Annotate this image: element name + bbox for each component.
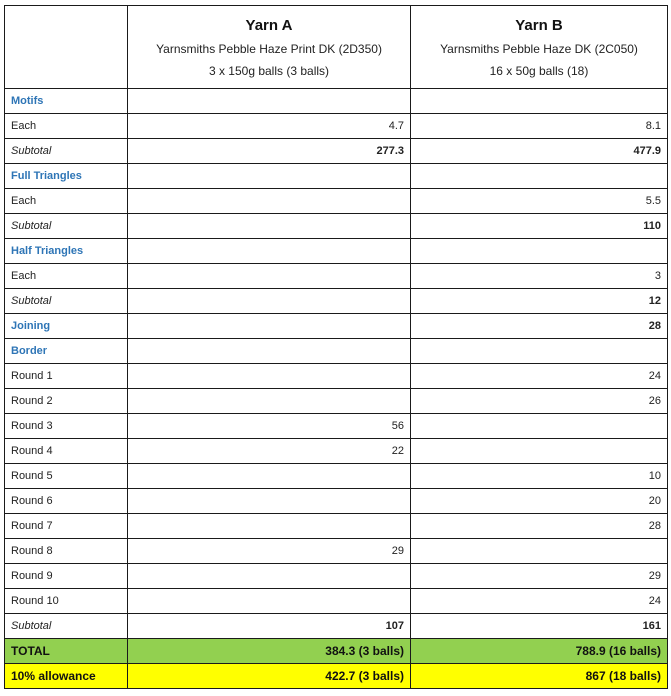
yarn-a-description: Yarnsmiths Pebble Haze Print DK (2D350): [156, 41, 382, 56]
yarn-a-value: [128, 214, 411, 239]
yarn-a-value: 107: [128, 614, 411, 639]
yarn-a-value: 29: [128, 539, 411, 564]
table-row-item: [5, 114, 668, 139]
yarn-a-value: [128, 339, 411, 364]
yarn-a-value: [128, 164, 411, 189]
table-row-item: [5, 464, 668, 489]
yarn-a-value: [128, 489, 411, 514]
table-row-item: [5, 364, 668, 389]
yarn-a-title: Yarn A: [245, 16, 293, 34]
row-label: Round 10: [5, 589, 128, 614]
yarn-b-value: 24: [411, 589, 668, 614]
table-row-item: [5, 589, 668, 614]
header-row: [5, 6, 668, 89]
row-label: Round 2: [5, 389, 128, 414]
header-empty-cell: [5, 6, 128, 89]
table-row-item: [5, 414, 668, 439]
table-row-item: [5, 514, 668, 539]
yarn-a-value: [128, 89, 411, 114]
row-label: Round 4: [5, 439, 128, 464]
yarn-b-value: 788.9 (16 balls): [411, 639, 668, 664]
yarn-a-value: [128, 264, 411, 289]
row-label: TOTAL: [5, 639, 128, 664]
row-label: Subtotal: [5, 214, 128, 239]
yarn-b-value: 26: [411, 389, 668, 414]
row-label: Round 8: [5, 539, 128, 564]
table-row-subtotal: [5, 139, 668, 164]
row-label: Joining: [5, 314, 128, 339]
yarn-a-value: 4.7: [128, 114, 411, 139]
row-label: Each: [5, 114, 128, 139]
table-body: [5, 89, 668, 689]
yarn-b-value: 5.5: [411, 189, 668, 214]
yarn-a-value: [128, 464, 411, 489]
yarn-b-description: Yarnsmiths Pebble Haze DK (2C050): [440, 41, 638, 56]
table-row-subtotal: [5, 214, 668, 239]
yarn-b-value: [411, 339, 668, 364]
yarn-a-value: 384.3 (3 balls): [128, 639, 411, 664]
yarn-b-value: [411, 414, 668, 439]
table-row-section-value: [5, 314, 668, 339]
yarn-b-value: 20: [411, 489, 668, 514]
yarn-b-value: [411, 164, 668, 189]
table-row-item: [5, 489, 668, 514]
row-label: Round 7: [5, 514, 128, 539]
yarn-a-value: 422.7 (3 balls): [128, 664, 411, 689]
yarn-b-title: Yarn B: [515, 16, 563, 34]
yarn-b-value: 28: [411, 314, 668, 339]
table-row-section: [5, 164, 668, 189]
yarn-b-value: 10: [411, 464, 668, 489]
table-row-item: [5, 539, 668, 564]
row-label: Each: [5, 264, 128, 289]
yarn-a-value: [128, 564, 411, 589]
yarn-b-value: [411, 439, 668, 464]
table-row-subtotal: [5, 289, 668, 314]
table-row-section: [5, 339, 668, 364]
table-row-item: [5, 439, 668, 464]
yarn-b-value: 3: [411, 264, 668, 289]
row-label: Border: [5, 339, 128, 364]
yarn-b-value: [411, 89, 668, 114]
yarn-a-value: 56: [128, 414, 411, 439]
row-label: Round 3: [5, 414, 128, 439]
row-label: Round 6: [5, 489, 128, 514]
yarn-b-balls: 16 x 50g balls (18): [489, 63, 589, 78]
row-label: Each: [5, 189, 128, 214]
yarn-b-value: 477.9: [411, 139, 668, 164]
row-label: Round 5: [5, 464, 128, 489]
table-row-total: [5, 639, 668, 664]
table-row-item: [5, 264, 668, 289]
table-row-section: [5, 89, 668, 114]
yarn-a-value: [128, 239, 411, 264]
yarn-a-value: [128, 589, 411, 614]
row-label: Round 9: [5, 564, 128, 589]
yarn-b-value: 24: [411, 364, 668, 389]
yarn-b-value: 12: [411, 289, 668, 314]
table-row-subtotal: [5, 614, 668, 639]
yarn-a-value: [128, 289, 411, 314]
yarn-b-header: [411, 6, 668, 89]
table-row-item: [5, 564, 668, 589]
yarn-a-value: 277.3: [128, 139, 411, 164]
yarn-b-value: [411, 239, 668, 264]
yarn-a-header: [128, 6, 411, 89]
row-label: Subtotal: [5, 289, 128, 314]
yarn-a-value: [128, 514, 411, 539]
row-label: Half Triangles: [5, 239, 128, 264]
row-label: Subtotal: [5, 614, 128, 639]
yarn-b-value: 161: [411, 614, 668, 639]
row-label: Subtotal: [5, 139, 128, 164]
yarn-b-value: 110: [411, 214, 668, 239]
yarn-b-value: 28: [411, 514, 668, 539]
yarn-b-value: 867 (18 balls): [411, 664, 668, 689]
row-label: Motifs: [5, 89, 128, 114]
yarn-a-value: 22: [128, 439, 411, 464]
yarn-b-value: 8.1: [411, 114, 668, 139]
row-label: Full Triangles: [5, 164, 128, 189]
yarn-a-balls: 3 x 150g balls (3 balls): [208, 63, 330, 78]
yarn-a-value: [128, 389, 411, 414]
table-row-section: [5, 239, 668, 264]
row-label: 10% allowance: [5, 664, 128, 689]
yarn-b-value: [411, 539, 668, 564]
yarn-a-value: [128, 364, 411, 389]
table-row-item: [5, 189, 668, 214]
yarn-a-value: [128, 189, 411, 214]
yarn-requirements-table: [4, 5, 668, 689]
yarn-b-value: 29: [411, 564, 668, 589]
table-row-item: [5, 389, 668, 414]
yarn-a-value: [128, 314, 411, 339]
row-label: Round 1: [5, 364, 128, 389]
table-row-allowance: [5, 664, 668, 689]
